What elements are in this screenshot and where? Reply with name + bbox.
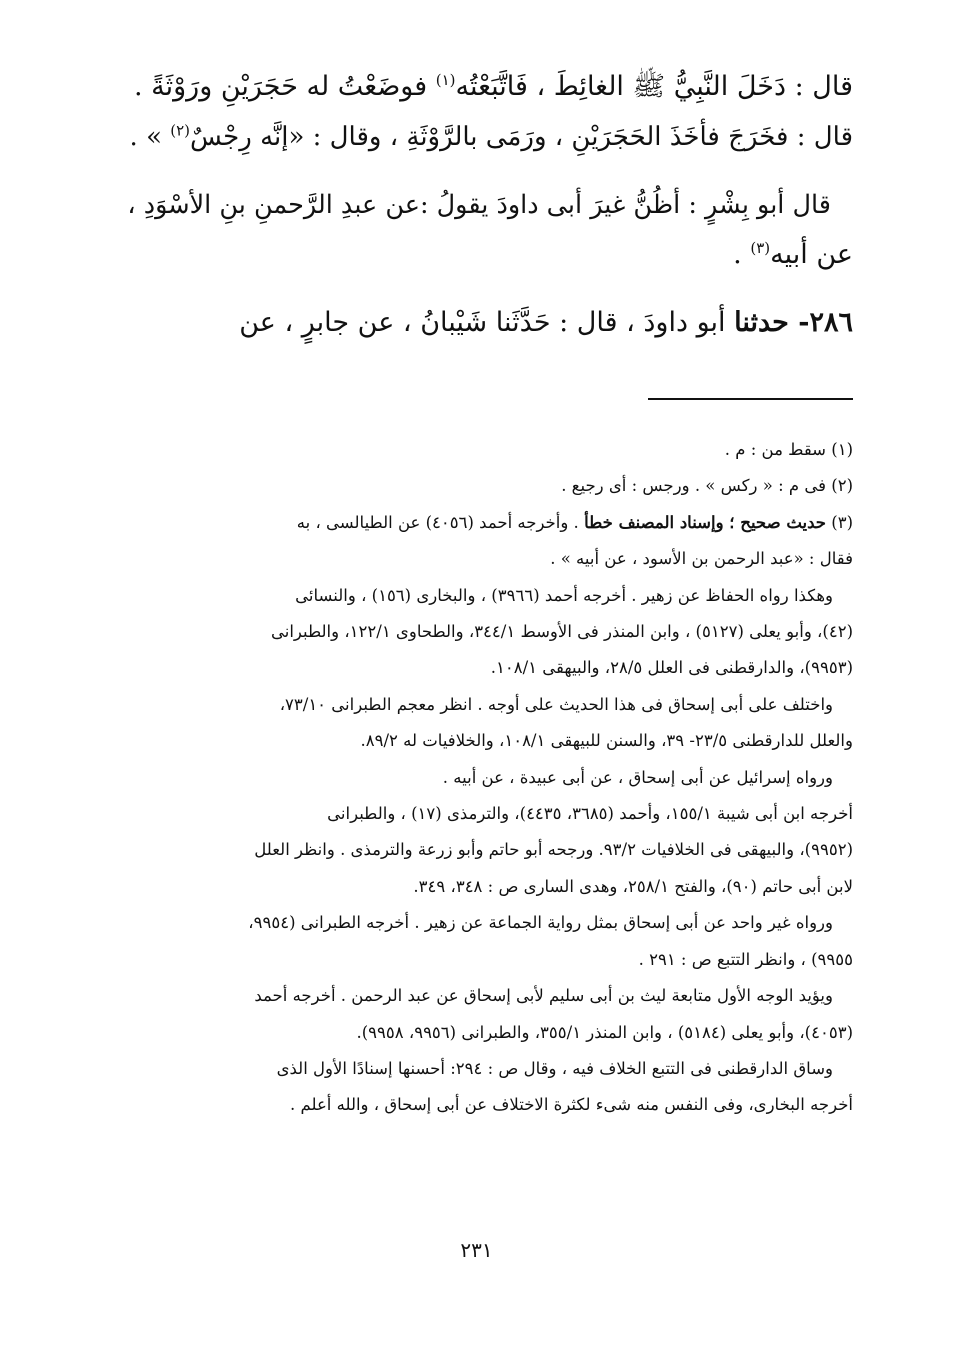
footnotes-block <box>93 432 853 1124</box>
footnote-line: (٩٩٥٢)، والبيهقى فى الخلافيات ٩٣/٢. ورجحه أبو حاتم وأبو زرعة والترمذى . وانظر العلل <box>254 840 853 860</box>
footnote-marker: (٣) <box>750 239 771 257</box>
footnote-line: أخرجه ابن أبى شيبة ١٥٥/١، وأحمد (٣٦٨٥، ٤٤٣٥)، والترمذى (١٧) ، والطبرانى <box>327 804 853 824</box>
hadith-line <box>123 298 853 348</box>
footnote-line: وهكذا رواه الحفاظ عن زهير . أخرجه أحمد (٣٩٦٦) ، والبخارى (١٥٦) ، والنسائى <box>295 585 833 605</box>
main-text-line <box>123 62 853 112</box>
footnote-line: والعلل للدارقطنى ٢٣/٥- ٣٩، والسنن للبيهقى ١٠٨/١، والخلافيات له ٨٩/٢. <box>360 731 853 751</box>
footnote-line: (٩٩٥٣)، والدارقطنى فى العلل ٢٨/٥، والبيهقى ١٠٨/١. <box>490 658 853 678</box>
footnote-line: لابن أبى حاتم (٩٠)، والفتح ٢٥٨/١، وهدى السارى ص : ٣٤٨، ٣٤٩. <box>413 876 853 896</box>
main-text-segment: قال : فخَرَجَ فأخَذَ الحَجَرَيْنِ ، ورَمَى بالرَّوْثَةِ ، وقال : «إنَّه رِجْسٌ <box>190 122 853 152</box>
footnote-line <box>93 505 853 541</box>
main-text-segment: فوضَعْتُ له حَجَرَيْنِ ورَوْثَةً . <box>133 71 436 102</box>
main-text-segment: . <box>733 239 751 270</box>
footnote-line: (٤٠٥٣)، وأبو يعلى (٥١٨٤) ، وابن المنذر ٣٥٥/١، والطبرانى (٩٩٥٦، ٩٩٥٨). <box>356 1022 853 1042</box>
footnote-number: (٣) <box>826 512 853 532</box>
footnote-line: فقال : «عبد الرحمن بن الأسود ، عن أبيه » . <box>550 549 853 569</box>
footnote-marker: (٢) <box>170 121 191 140</box>
footnote-line: وساق الدارقطنى فى التتبع الخلاف فيه ، وقال ص : ٢٩٤: أحسنها إسنادًا الأول الذى <box>276 1058 833 1078</box>
footnote-line: ٩٩٥٥) ، وانظر التتبع ص : ٢٩١ . <box>638 949 853 969</box>
main-text-segment: » . <box>129 122 171 152</box>
footnote-line: (١) سقط من : م . <box>724 440 853 459</box>
footnote-ruling: حديث صحيح ؛ وإسناد المصنف خطأ <box>584 512 826 532</box>
footnote-line: ورواه غير واحد عن أبى إسحاق بمثل رواية الجماعة عن زهير . أخرجه الطبرانى (٩٩٥٤، <box>248 913 833 933</box>
footnote-line: واختلف على أبى إسحاق فى هذا الحديث على أوجه . انظر معجم الطبرانى ٧٣/١٠، <box>279 694 833 714</box>
footnote-line: ورواه إسرائيل عن أبى إسحاق ، عن أبى عبيدة ، عن أبيه . <box>442 767 833 787</box>
hadith-number: ٢٨٦- حدثنا <box>734 307 853 338</box>
main-text-segment: أبو داودَ ، قال : حَدَّثَنا شَيْبانُ ، عن جابرٍ ، عن <box>239 307 735 338</box>
footnote-marker: (١) <box>435 71 456 89</box>
main-text-line: قال أبو بِشْرٍ : أظُنُّ غيرَ أبى داودَ يقولُ :عن عبدِ الرَّحمنِ بنِ الأسْوَدِ ، <box>127 190 831 220</box>
footnote-line: (٢) فى م : « ركس » . ورجس : أى رجيع . <box>561 476 853 496</box>
page-number: ٢٣١ <box>460 1238 493 1262</box>
footnote-line: ويؤيد الوجه الأول متابعة ليث بن أبى سليم لأبى إسحاق عن عبد الرحمن . أخرجه أحمد <box>254 986 833 1006</box>
main-text-line <box>123 230 853 280</box>
main-text-block <box>123 62 853 348</box>
footnote-line: أخرجه البخارى، وفى النفس منه شىء لكثرة الاختلاف عن أبى إسحاق ، والله أعلم . <box>290 1095 853 1115</box>
main-text-line <box>123 112 853 162</box>
main-text-segment: عن أبيه <box>770 239 853 270</box>
footnote-separator <box>648 398 853 400</box>
footnote-text: . وأخرجه أحمد (٤٠٥٦) عن الطيالسى ، به <box>296 512 585 532</box>
footnote-line: (٤٢)، وأبو يعلى (٥١٢٧) ، وابن المنذر فى الأوسط ٣٤٤/١، والطحاوى ١٢٢/١، والطبرانى <box>270 622 853 642</box>
main-text-segment: قال : دَخَلَ النَّبِيُّ ﷺ الغائِطَ ، فَاتَّبَعْتُه <box>455 71 853 102</box>
